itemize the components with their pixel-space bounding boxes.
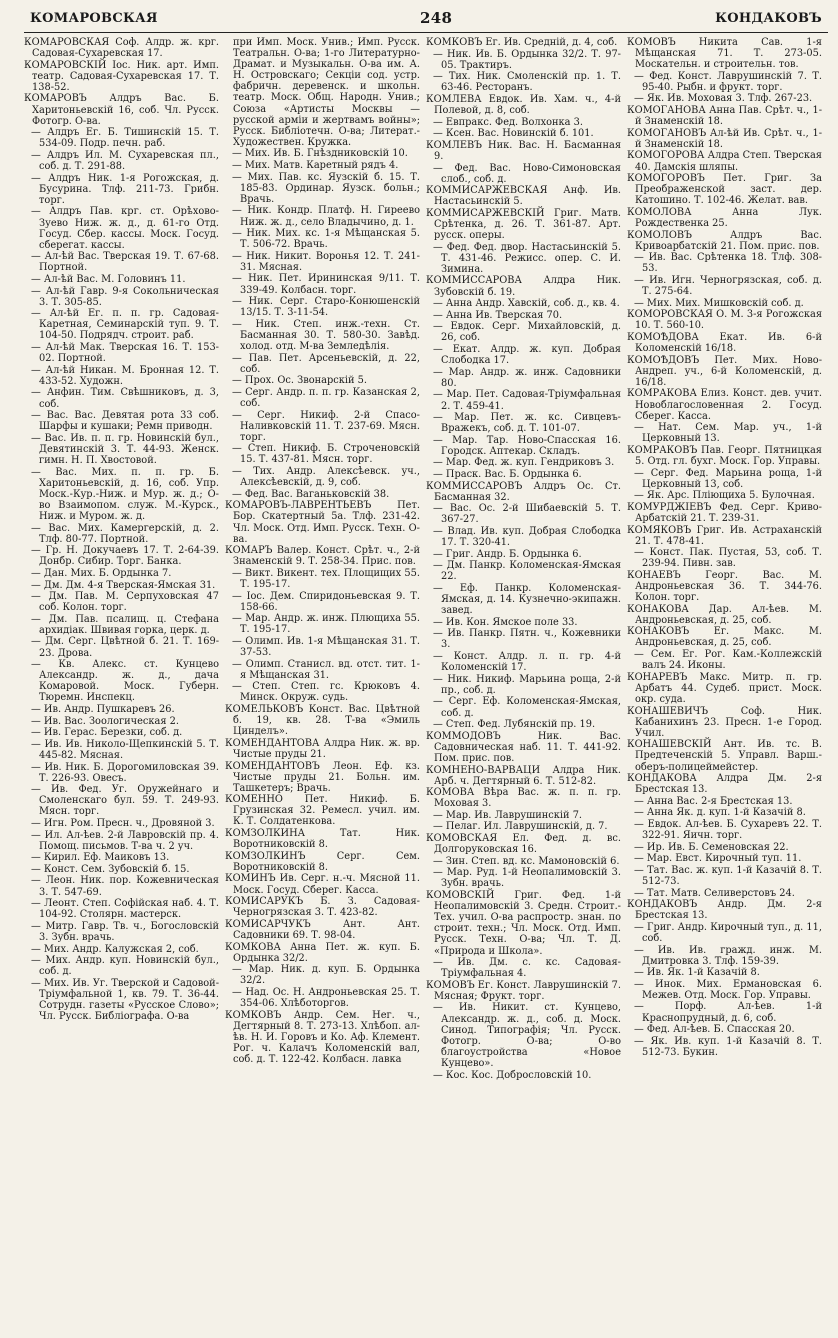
directory-entry: — Ив. Кон. Ямское поле 33. <box>433 616 578 628</box>
directory-entry: КОМАРОВЪ Алдръ Вас. Б. Харитоньевскій 16, соб. Чл. Русск. Фотогр. О-ва. <box>24 93 219 127</box>
directory-entry: — Мих. Андр. куп. Новинскій бул., соб. д. <box>31 955 219 978</box>
directory-entry: КОММИССАРОВЪ Алдръ Ос. Ст. Басманная 32. <box>426 480 621 503</box>
directory-entry: — Тих. Андр. Алексѣевск. уч., Алексѣевскій, д. 9, соб. <box>232 466 420 489</box>
directory-entry: — Дм. Пав. М. Серпуховская 47 соб. Колон. торг. <box>31 591 219 614</box>
directory-entry: КОММИСАРЖЕВСКІЙ Григ. Матв. Срѣтенка, д. 26. Т. 361-87. Арт. русск. оперы. <box>426 207 621 242</box>
directory-entry: — Кв. Алекс. ст. Кунцево Александр. ж. д., дача Комаровой. Моск. Губерн. Тюремн. Инспекц. <box>31 659 219 704</box>
directory-entry: КОМОГАНОВЪ Ал-ѣй Ив. Срѣт. ч., 1-й Знаменскій 18. <box>627 127 822 150</box>
directory-entry: — Дм. Дм. 4-я Тверская-Ямская 31. <box>31 579 216 591</box>
directory-entry: КОМОВЪ Ег. Конст. Лаврушинскій 7. Мясная; Фрукт. торг. <box>426 979 621 1002</box>
directory-entry: — Ник. Ив. Б. Ордынка 32/2. Т. 97-05. Трактиръ. <box>433 48 621 71</box>
directory-entry: — Степ. Фед. Лубянскій пр. 19. <box>433 719 596 731</box>
directory-entry: КОНАШЕВСКІЙ Ант. Ив. тс. В. Предтеченскій 5. Управл. Варш.-оберъ-полицеймейстер. <box>627 739 822 773</box>
directory-entry: КОМЛЕВА Евдок. Ив. Хам. ч., 4-й Полевой, д. 8, соб. <box>426 93 621 117</box>
directory-entry: — Як. Ив. Моховая 3. Тлф. 267-23. <box>634 93 813 105</box>
directory-entry: — Серг. Фед. Марьина роща, 1-й Церковный 13, соб. <box>634 467 822 490</box>
directory-entry: — Митр. Гавр. Тв. ч., Богословскій 3. Зубн. врачь. <box>31 920 219 943</box>
directory-entry: КОМОѢДОВЪ Пет. Мих. Ново-Андреп. уч., 6-й Коломенскій, д. 16/18. <box>627 354 822 388</box>
directory-entry: — Еф. Панкр. Коломенская-Ямская, д. 14. Кузнечно-экипажн. завед. <box>433 583 621 617</box>
page-number: 248 <box>420 9 453 27</box>
directory-entry: — Дм. Панкр. Коломенская-Ямская 22. <box>433 560 621 583</box>
directory-entry: — Ив. Герас. Березки, соб. д. <box>31 727 183 739</box>
directory-entry: КОМРАКОВА Елиз. Конст. дев. учит. Новоблагословенная 2. Госуд. Сберег. Касса. <box>627 388 822 422</box>
directory-entry: — Пелаг. Ил. Лаврушинскій, д. 7. <box>433 821 608 833</box>
directory-entry: — Ник. Серг. Старо-Конюшенскій 13/15. Т. 3-11-54. <box>232 296 420 319</box>
directory-entry: — Ксен. Вас. Новинскій б. 101. <box>433 128 594 140</box>
directory-entry: — Ил. Ал-ѣев. 2-й Лавровскій пр. 4. Помощ. письмов. Т-ва ч. 2 уч. <box>31 829 219 852</box>
column-2 <box>225 37 420 1333</box>
directory-entry: — Евпракс. Фед. Волхонка 3. <box>433 116 583 128</box>
directory-entry: — Мар. Андр. ж. инж. Садовники 80. <box>433 366 621 389</box>
directory-entry: — Вас. Мих. п. п. гр. Б. Харитоньевскій, д. 16, соб. Упр. Моск.-Кур.-Ниж. и Мур. ж. д.; О-во Взаимопом. служ. М.-Курск., Ниж. и Муром. ж. д. <box>31 466 219 522</box>
directory-entry: КОМНЕНО-ВАРВАЦИ Алдра Ник. Арб. ч. Дегтярный 6. Т. 512-82. <box>426 764 621 787</box>
directory-entry: — Тат. Матв. Селиверстовъ 24. <box>634 887 795 899</box>
directory-entry: — Вас. Ос. 2-й Шибаевскій 5. Т. 367-27. <box>433 503 621 526</box>
directory-entry: — Мар. Евст. Кирочный туп. 11. <box>634 853 802 865</box>
directory-entry: — Ал-ѣй Гавр. 9-я Сокольническая 3. Т. 305-85. <box>31 285 219 308</box>
directory-entry: — Праск. Вас. Б. Ордынка 6. <box>433 469 582 481</box>
directory-entry: — Ив. Фед. Уг. Оружейнаго и Смоленскаго бул. 59. Т. 249-93. Мясн. торг. <box>31 784 219 818</box>
directory-entry: — Степ. Степ. гс. Крюковъ 4. Минск. Окруж. судь. <box>232 681 420 704</box>
directory-entry: КОМЕНДАНТОВЪ Леон. Еф. кз. Чистые пруды 21. Больн. им. Ташкетеръ; Врачь. <box>225 760 420 794</box>
directory-entry: — Мар. Фед. ж. куп. Гендриковъ 3. <box>433 457 615 469</box>
header-left-word: КОМАРОВСКАЯ <box>30 11 158 26</box>
directory-entry: КОМОВЪ Никита Сав. 1-я Мѣщанская 71. Т. 273-05. Москательн. и строительн. тов. <box>627 37 822 71</box>
directory-entry: — Леон. Ник. пор. Кожевническая 3. Т. 547-69. <box>31 875 219 898</box>
directory-entry: — Мар. Ив. Лаврушинскій 7. <box>433 809 583 821</box>
directory-entry: КОНАЕВЪ Георг. Вас. М. Андроньевская 36. Т. 344-76. Колон. торг. <box>627 569 822 604</box>
directory-entry: — Дм. Пав. псалищ. ц. Стефана архидіак. Швивая горка, церк. д. <box>31 613 219 636</box>
directory-entry: — Алдръ Ил. М. Сухаревская пл., соб. д. Т. 291-88. <box>31 149 219 173</box>
directory-entry: — Тат. Вас. ж. куп. 1-й Казачій 8. Т. 512-73. <box>634 864 822 887</box>
directory-entry: — Серг. Никиф. 2-й Спасо-Наливковскій 11. Т. 237-69. Мясн. торг. <box>232 409 420 443</box>
directory-entry: — Анна Вас. 2-я Брестская 13. <box>634 795 793 807</box>
directory-entry: — Мар. Андр. ж. инж. Плющиха 55. Т. 195-17. <box>232 613 420 636</box>
directory-entry: КОМКОВЪ Ег. Ив. Средній, д. 4, соб. <box>426 37 618 48</box>
directory-entry: — Ник. Мих. кс. 1-я Мѣщанская 5. Т. 506-72. Врачь. <box>232 228 420 251</box>
directory-entry: — Мих. Пав. кс. Яузскій б. 15. Т. 185-83. Ординар. Яузск. больн.; Врачь. <box>232 171 420 205</box>
directory-entry: — Анна Ив. Тверская 70. <box>433 309 563 321</box>
directory-entry: — Як. Ив. куп. 1-й Казачій 8. Т. 512-73. Букин. <box>634 1035 822 1058</box>
directory-entry: — Конст. Пак. Пустая, 53, соб. Т. 239-94. Пивн. зав. <box>634 547 822 570</box>
directory-entry: — Ал-ѣй Ег. п. п. гр. Садовая-Каретная, Семинарскій туп. 9. Т. 104-50. Подрядч. строит. раб. <box>31 308 219 342</box>
directory-entry: — Анфин. Тим. Свѣшниковъ, д. 3, соб. <box>31 387 219 410</box>
directory-entry: — Над. Ос. Н. Андроньевская 25. Т. 354-06. Хлѣботоргов. <box>232 986 420 1009</box>
directory-entry: — Ник. Степ. инж.-техн. Ст. Басманная 30. Т. 580-30. Завѣд. холод. отд. М-ва Земледѣлія. <box>232 318 420 353</box>
directory-entry: — Евдок. Ал-ѣев. Б. Сухаревъ 22. Т. 322-91. Яичн. торг. <box>634 818 822 842</box>
directory-entry: — Григ. Андр. Б. Ордынка 6. <box>433 548 582 560</box>
directory-entry: — Игн. Ром. Пресн. ч., Дровяной 3. <box>31 817 215 829</box>
directory-entry: — Мих. Андр. Калужская 2, соб. <box>31 943 199 955</box>
directory-entry: КОНДАКОВА Алдра Дм. 2-я Брестская 13. <box>627 773 822 796</box>
directory-entry: КОМОВСКАЯ Ел. Фед. д. вс. Долгоруковская 16. <box>426 833 621 856</box>
directory-entry: — Степ. Никиф. Б. Строченовскій 15. Т. 437-81. Мясн. торг. <box>232 443 420 466</box>
directory-entry: КОНАКОВЪ Ег. Макс. М. Андроньевская, д. 25, соб. <box>627 626 822 649</box>
directory-entry: КОМКОВА Анна Пет. ж. куп. Б. Ордынка 32/2. <box>225 941 420 964</box>
directory-entry: КОНАКОВА Дар. Ал-ѣев. М. Андроньевская, д. 25, соб. <box>627 603 822 626</box>
directory-entry: КОМУРДЖІЕВЪ Фед. Серг. Криво-Арбатскій 21. Т. 239-31. <box>627 501 822 524</box>
columns <box>24 33 828 1333</box>
directory-entry: — Ив. Вас. Зоологическая 2. <box>31 715 180 727</box>
directory-entry: КОМОЛОВЪ Алдръ Вас. Кривоарбатскій 21. Пом. прис. пов. <box>627 229 822 252</box>
directory-entry: — Екат. Алдр. ж. куп. Добрая Слободка 17. <box>433 344 621 367</box>
directory-entry: — Серг. Еф. Коломенская-Ямская, соб. д. <box>433 696 621 719</box>
directory-entry: — Ив. Як. 1-й Казачій 8. <box>634 967 760 979</box>
directory-entry: КОМАРОВЪ-ЛАВРЕНТЬЕВЪ Пет. Бор. Скатертный 5а. Тлф. 231-42. Чл. Моск. Отд. Имп. Русск. Техн. О-ва. <box>225 500 420 545</box>
directory-entry: — Григ. Андр. Кирочный туп., д. 11, соб. <box>634 921 822 944</box>
directory-entry: — Олимп. Станисл. вд. отст. тит. 1-я Мѣщанская 31. <box>232 658 420 681</box>
directory-entry: — Анна Андр. Хавскій, соб. д., кв. 4. <box>433 298 620 310</box>
directory-entry: КОМЗОЛКИНЪ Серг. Сем. Воротниковскій 8. <box>225 850 420 873</box>
header-right-word: КОНДАКОВЪ <box>715 11 822 26</box>
running-header <box>24 8 828 33</box>
directory-entry: КОМОѢДОВА Екат. Ив. 6-й Коломенскій 16/18. <box>627 331 822 355</box>
directory-entry: КОМЛЕВЪ Ник. Вас. Н. Басманная 9. <box>426 139 621 162</box>
directory-entry: — Евдок. Серг. Михайловскій, д. 26, соб. <box>433 321 621 344</box>
directory-entry: — Ив. Дм. с. кс. Садовая-Тріумфальная 4. <box>433 957 621 980</box>
directory-entry: КОМОГАНОВА Анна Пав. Срѣт. ч., 1-й Знаменскій 18. <box>627 105 822 128</box>
directory-entry: — Вас. Мих. Камергерскій, д. 2. Тлф. 80-77. Портной. <box>31 522 219 545</box>
directory-entry: — Алдръ Ник. 1-я Рогожская, д. Бусурина. Тлф. 211-73. Грибн. торг. <box>31 172 219 206</box>
directory-entry: при Имп. Моск. Унив.; Имп. Русск. Театральн. О-ва; 1-го Литературно-Драмат. и Музыкальн. О-ва им. А. Н. Островскаго; Секціи сод. устр. фабричн. деревенск. и школьн. театр. Моск. Общ. Народн. Унив.; Союза «Артисты Москвы — русской арміи и жертвамъ войны»; Русск. Библіотечн. О-ва; Литерат.-Художествен. Кружка. <box>233 37 420 148</box>
directory-entry: — Нат. Сем. Мар. уч., 1-й Церковный 13. <box>634 422 822 445</box>
directory-entry: КОМЕЛЬКОВЪ Конст. Вас. Цвѣтной б. 19, кв. 28. Т-ва «Эмиль Цинделъ». <box>225 704 420 738</box>
directory-entry: — Вас. Вас. Девятая рота 33 соб. Шарфы и кушаки; Ремн приводн. <box>31 410 219 433</box>
directory-entry: — Ив. Игн. Черногрязская, соб. д. Т. 275-64. <box>634 274 822 298</box>
directory-entry: КОМЯКОВЪ Григ. Ив. Астраханскій 21. Т. 478-41. <box>627 524 822 547</box>
directory-entry: — Гр. Н. Докучаевъ 17. Т. 2-64-39. Донбр. Сибир. Торг. Банка. <box>31 545 219 568</box>
directory-entry: — Ив. Ник. Б. Дорогомиловская 39. Т. 226-93. Овесъ. <box>31 761 219 784</box>
directory-entry: — Анна Як. д. куп. 1-й Казачій 8. <box>634 807 806 819</box>
directory-entry: — Дан. Мих. Б. Ордынка 7. <box>31 567 172 579</box>
column-3 <box>426 37 621 1333</box>
directory-entry: — Ал-ѣй Вас. Тверская 19. Т. 67-68. Портной. <box>31 251 219 274</box>
directory-entry: КОМКОВЪ Андр. Сем. Нег. ч., Дегтярный 8. Т. 273-13. Хлѣбоп. ал-ѣв. Н. И. Горовъ и Ко. Аф. Клемент. Рог. ч. Калачъ Коломенскій вал, соб. д. Т. 122-42. Колбасн. лавка <box>225 1009 420 1065</box>
directory-entry: — Порф. Ал-ѣев. 1-й Краснопрудный, д. 6, соб. <box>634 1001 822 1024</box>
directory-entry: — Ник. Никиф. Марьина роща, 2-й пр., соб. д. <box>433 673 621 696</box>
directory-entry: — Алдръ Пав. крг. ст. Орѣхово-Зуево Ниж. ж. д., д. 61-го Отд. Госуд. Сбер. кассы. Моск. Госуд. сберегат. кассы. <box>31 206 219 251</box>
column-1 <box>24 37 219 1333</box>
directory-entry: — Сем. Ег. Рог. Кам.-Коллежскій валъ 24. Иконы. <box>634 649 822 672</box>
directory-entry: — Дм. Серг. Цвѣтной б. 21. Т. 169-23. Дрова. <box>31 636 219 659</box>
directory-entry: КОМРАКОВЪ Пав. Георг. Пятницкая 5. Отд. гл. бухг. Моск. Гор. Управы. <box>627 444 822 467</box>
directory-entry: КОМАРЪ Валер. Конст. Срѣт. ч., 2-й Знаменскій 9. Т. 258-34. Прис. пов. <box>225 545 420 568</box>
directory-entry: — Ник. Пет. Ирининская 9/11. Т. 339-49. Колбасн. торг. <box>232 273 420 296</box>
directory-entry: — Ив. Ив. гражд. инж. М. Дмитровка 3. Тлф. 159-39. <box>634 944 822 967</box>
directory-entry: — Мих. Ив. Уг. Тверской и Садовой-Тріумфальной 1, кв. 79. Т. 36-44. Сотрудн. газеты «Русское Слово»; Чл. Русск. Библіографа. О-ва <box>31 977 219 1023</box>
directory-entry: — Мих. Матв. Каретный рядъ 4. <box>232 160 399 172</box>
directory-entry: КОНАШЕВИЧЪ Соф. Ник. Кабанихинъ 23. Пресн. 1-е Город. Учил. <box>627 705 822 739</box>
directory-entry: — Кос. Кос. Добрословскій 10. <box>433 1069 592 1081</box>
directory-entry: — Ал-ѣй Никан. М. Бронная 12. Т. 433-52. Художн. <box>31 364 219 387</box>
directory-entry: — Ив. Панкр. Пятн. ч., Кожевники 3. <box>433 628 621 651</box>
directory-entry: — Конст. Сем. Зубовскій б. 15. <box>31 863 190 875</box>
directory-entry: КОМЕННО Пет. Никиф. Б. Грузинская 32. Ремесл. учил. им. К. Т. Солдатенкова. <box>225 794 420 828</box>
directory-entry: КОММИСАРЖЕВСКАЯ Анф. Ив. Настасьинскій 5. <box>426 185 621 208</box>
directory-entry: КОММИССАРОВА Алдра Ник. Зубовскій б. 19. <box>426 275 621 298</box>
directory-entry: — Вас. Ив. п. п. гр. Новинскій бул., Девятинскій 3. Т. 44-93. Женск. гимн. Н. П. Хвостовой. <box>31 432 219 466</box>
directory-entry: — Влад. Ив. куп. Добрая Слободка 17. Т. 320-41. <box>433 526 621 549</box>
directory-entry: — Олимп. Ив. 1-я Мѣщанская 31. Т. 37-53. <box>232 635 420 659</box>
directory-entry: КОМОРОВСКАЯ О. М. 3-я Рогожская 10. Т. 560-10. <box>627 309 822 332</box>
directory-entry: — Фед. Вас. Ваганьковскій 38. <box>232 488 390 500</box>
directory-entry: — Мар. Пет. ж. кс. Сивцевъ-Вражекъ, соб. д. Т. 101-07. <box>433 412 621 435</box>
directory-entry: — Ив. Никит. ст. Кунцево, Александр. ж. д., соб. д. Моск. Синод. Типографія; Чл. Русск. Фотогр. О-ва; О-во благоустройства «Новое Кунцево». <box>433 1002 621 1069</box>
directory-entry: — Ал-ѣй Мак. Тверская 16. Т. 153-02. Портной. <box>31 342 219 365</box>
directory-entry: — Инок. Мих. Ермановская 6. Межев. Отд. Моск. Гор. Управы. <box>634 978 822 1001</box>
directory-entry: — Ив. Вас. Срѣтенка 18. Тлф. 308-53. <box>634 252 822 275</box>
directory-entry: — Прох. Ос. Звонарскій 5. <box>232 375 368 387</box>
directory-entry: — Фед. Конст. Лаврушинскій 7. Т. 95-40. Рыбн. и фрукт. торг. <box>634 70 822 93</box>
directory-entry: — Ал-ѣй Вас. М. Головинъ 11. <box>31 273 186 285</box>
directory-entry: КОНАРЕВЪ Макс. Митр. п. гр. Арбатъ 44. Судеб. прист. Моск. окр. суда. <box>627 671 822 705</box>
directory-entry: КОМИСАРЧУКЪ Ант. Ант. Садовники 69. Т. 98-04. <box>225 918 420 941</box>
directory-entry: — Кирил. Еф. Маиковъ 13. <box>31 852 170 864</box>
directory-entry: — Мих. Ив. Б. Гнѣздниковскій 10. <box>232 148 408 160</box>
directory-entry: — Мар. Руд. 1-й Неопалимовскій 3. Зубн. врачь. <box>433 867 621 890</box>
directory-entry: — Іос. Дем. Спиридоньевская 9. Т. 158-66. <box>232 590 420 613</box>
directory-entry: КОМОГОРОВЪ Пет. Григ. За Преображенской заст. дер. Катошино. Т. 102-46. Желат. вав. <box>627 173 822 207</box>
directory-entry: КОМАРОВСКІЙ Іос. Ник. арт. Имп. театр. Садовая-Сухаревская 17. Т. 138-52. <box>24 59 219 93</box>
directory-entry: — Ив. Андр. Пушкаревъ 26. <box>31 704 175 716</box>
directory-entry: — Ник. Кондр. Платф. Н. Гиреево Ниж. ж. д., село Владычино, д. 1. <box>232 205 420 228</box>
directory-entry: — Мар. Пет. Садовая-Тріумфальная 2. Т. 459-41. <box>433 389 621 412</box>
directory-entry: КОМИНЪ Ив. Серг. н.-ч. Мясной 11. Моск. Госуд. Сберег. Касса. <box>225 873 420 896</box>
directory-entry: — Конст. Алдр. л. п. гр. 4-й Коломенскій 17. <box>433 651 621 674</box>
directory-entry: КОМЗОЛКИНА Тат. Ник. Воротниковскій 8. <box>225 828 420 851</box>
directory-entry: КОМАРОВСКАЯ Соф. Алдр. ж. крг. Садовая-Сухаревская 17. <box>24 37 219 60</box>
directory-entry: — Ник. Никит. Воронья 12. Т. 241-31. Мясная. <box>232 250 420 273</box>
directory-entry: КОМОВА Вѣра Вас. ж. п. п. гр. Моховая 3. <box>426 787 621 810</box>
directory-entry: — Ир. Ив. Б. Семеновская 22. <box>634 841 789 853</box>
directory-entry: — Алдръ Ег. Б. Тишинскій 15. Т. 534-09. Подр. печн. раб. <box>31 127 219 150</box>
directory-entry: — Пав. Пет. Арсеньевскій, д. 22, соб. <box>232 352 420 375</box>
directory-entry: КОМОЛОВА Анна Лук. Рождественка 25. <box>627 206 822 229</box>
directory-entry: КОММОДОВЪ Ник. Вас. Садовническая наб. 11. Т. 441-92. Пом. прис. пов. <box>426 730 621 764</box>
directory-entry: — Фед. Фед. двор. Настасьинскій 5. Т. 431-46. Режисс. опер. С. И. Зимина. <box>433 241 621 275</box>
directory-entry: — Зин. Степ. вд. кс. Мамоновскій 6. <box>433 855 620 867</box>
directory-entry: — Мар. Тар. Ново-Спасская 16. Городск. Аптекар. Складъ. <box>433 434 621 457</box>
directory-entry: — Викт. Викент. тех. Площищих 55. Т. 195-17. <box>232 567 420 590</box>
directory-entry: КОМИСАРУКЪ Б. З. Садовая-Черногрязская 3. Т. 423-82. <box>225 896 420 919</box>
directory-entry: — Фед. Ал-ѣев. Б. Спасская 20. <box>634 1024 795 1036</box>
directory-entry: КОМОВСКІЙ Григ. Фед. 1-й Неопалимовскій 3. Средн. Строит.-Тех. учил. О-ва распростр. знан. по строит. техн.; Чл. Моск. Отд. Имп. Русск. Техн. О-ва; Чл. Т. Д. «Природа и Школа». <box>426 890 621 957</box>
directory-entry: — Мих. Мих. Мишковскій соб. д. <box>634 297 804 309</box>
directory-entry: — Мар. Ник. д. куп. Б. Ордынка 32/2. <box>232 964 420 987</box>
column-4 <box>627 37 822 1333</box>
directory-entry: — Тих. Ник. Смоленскій пр. 1. Т. 63-46. Ресторанъ. <box>433 71 621 94</box>
directory-entry: — Фед. Вас. Ново-Симоновская слоб., соб. д. <box>433 162 621 185</box>
directory-entry: — Леонт. Степ. Софійская наб. 4. Т. 104-92. Столярн. мастерск. <box>31 898 219 921</box>
directory-entry: — Серг. Андр. п. п. гр. Казанская 2, соб. <box>232 386 420 409</box>
directory-entry: — Як. Арс. Пліющиха 5. Булочная. <box>634 490 815 502</box>
directory-entry: КОНДАКОВЪ Андр. Дм. 2-я Брестская 13. <box>627 899 822 922</box>
directory-entry: КОМОГОРОВА Алдра Степ. Тверская 40. Дамскія шляпы. <box>627 150 822 173</box>
directory-entry: КОМЕНДАНТОВА Алдра Ник. ж. вр. Чистые пруды 21. <box>225 737 420 760</box>
directory-entry: — Ив. Ив. Николо-Щепкинскій 5. Т. 445-82. Мясная. <box>31 738 219 761</box>
